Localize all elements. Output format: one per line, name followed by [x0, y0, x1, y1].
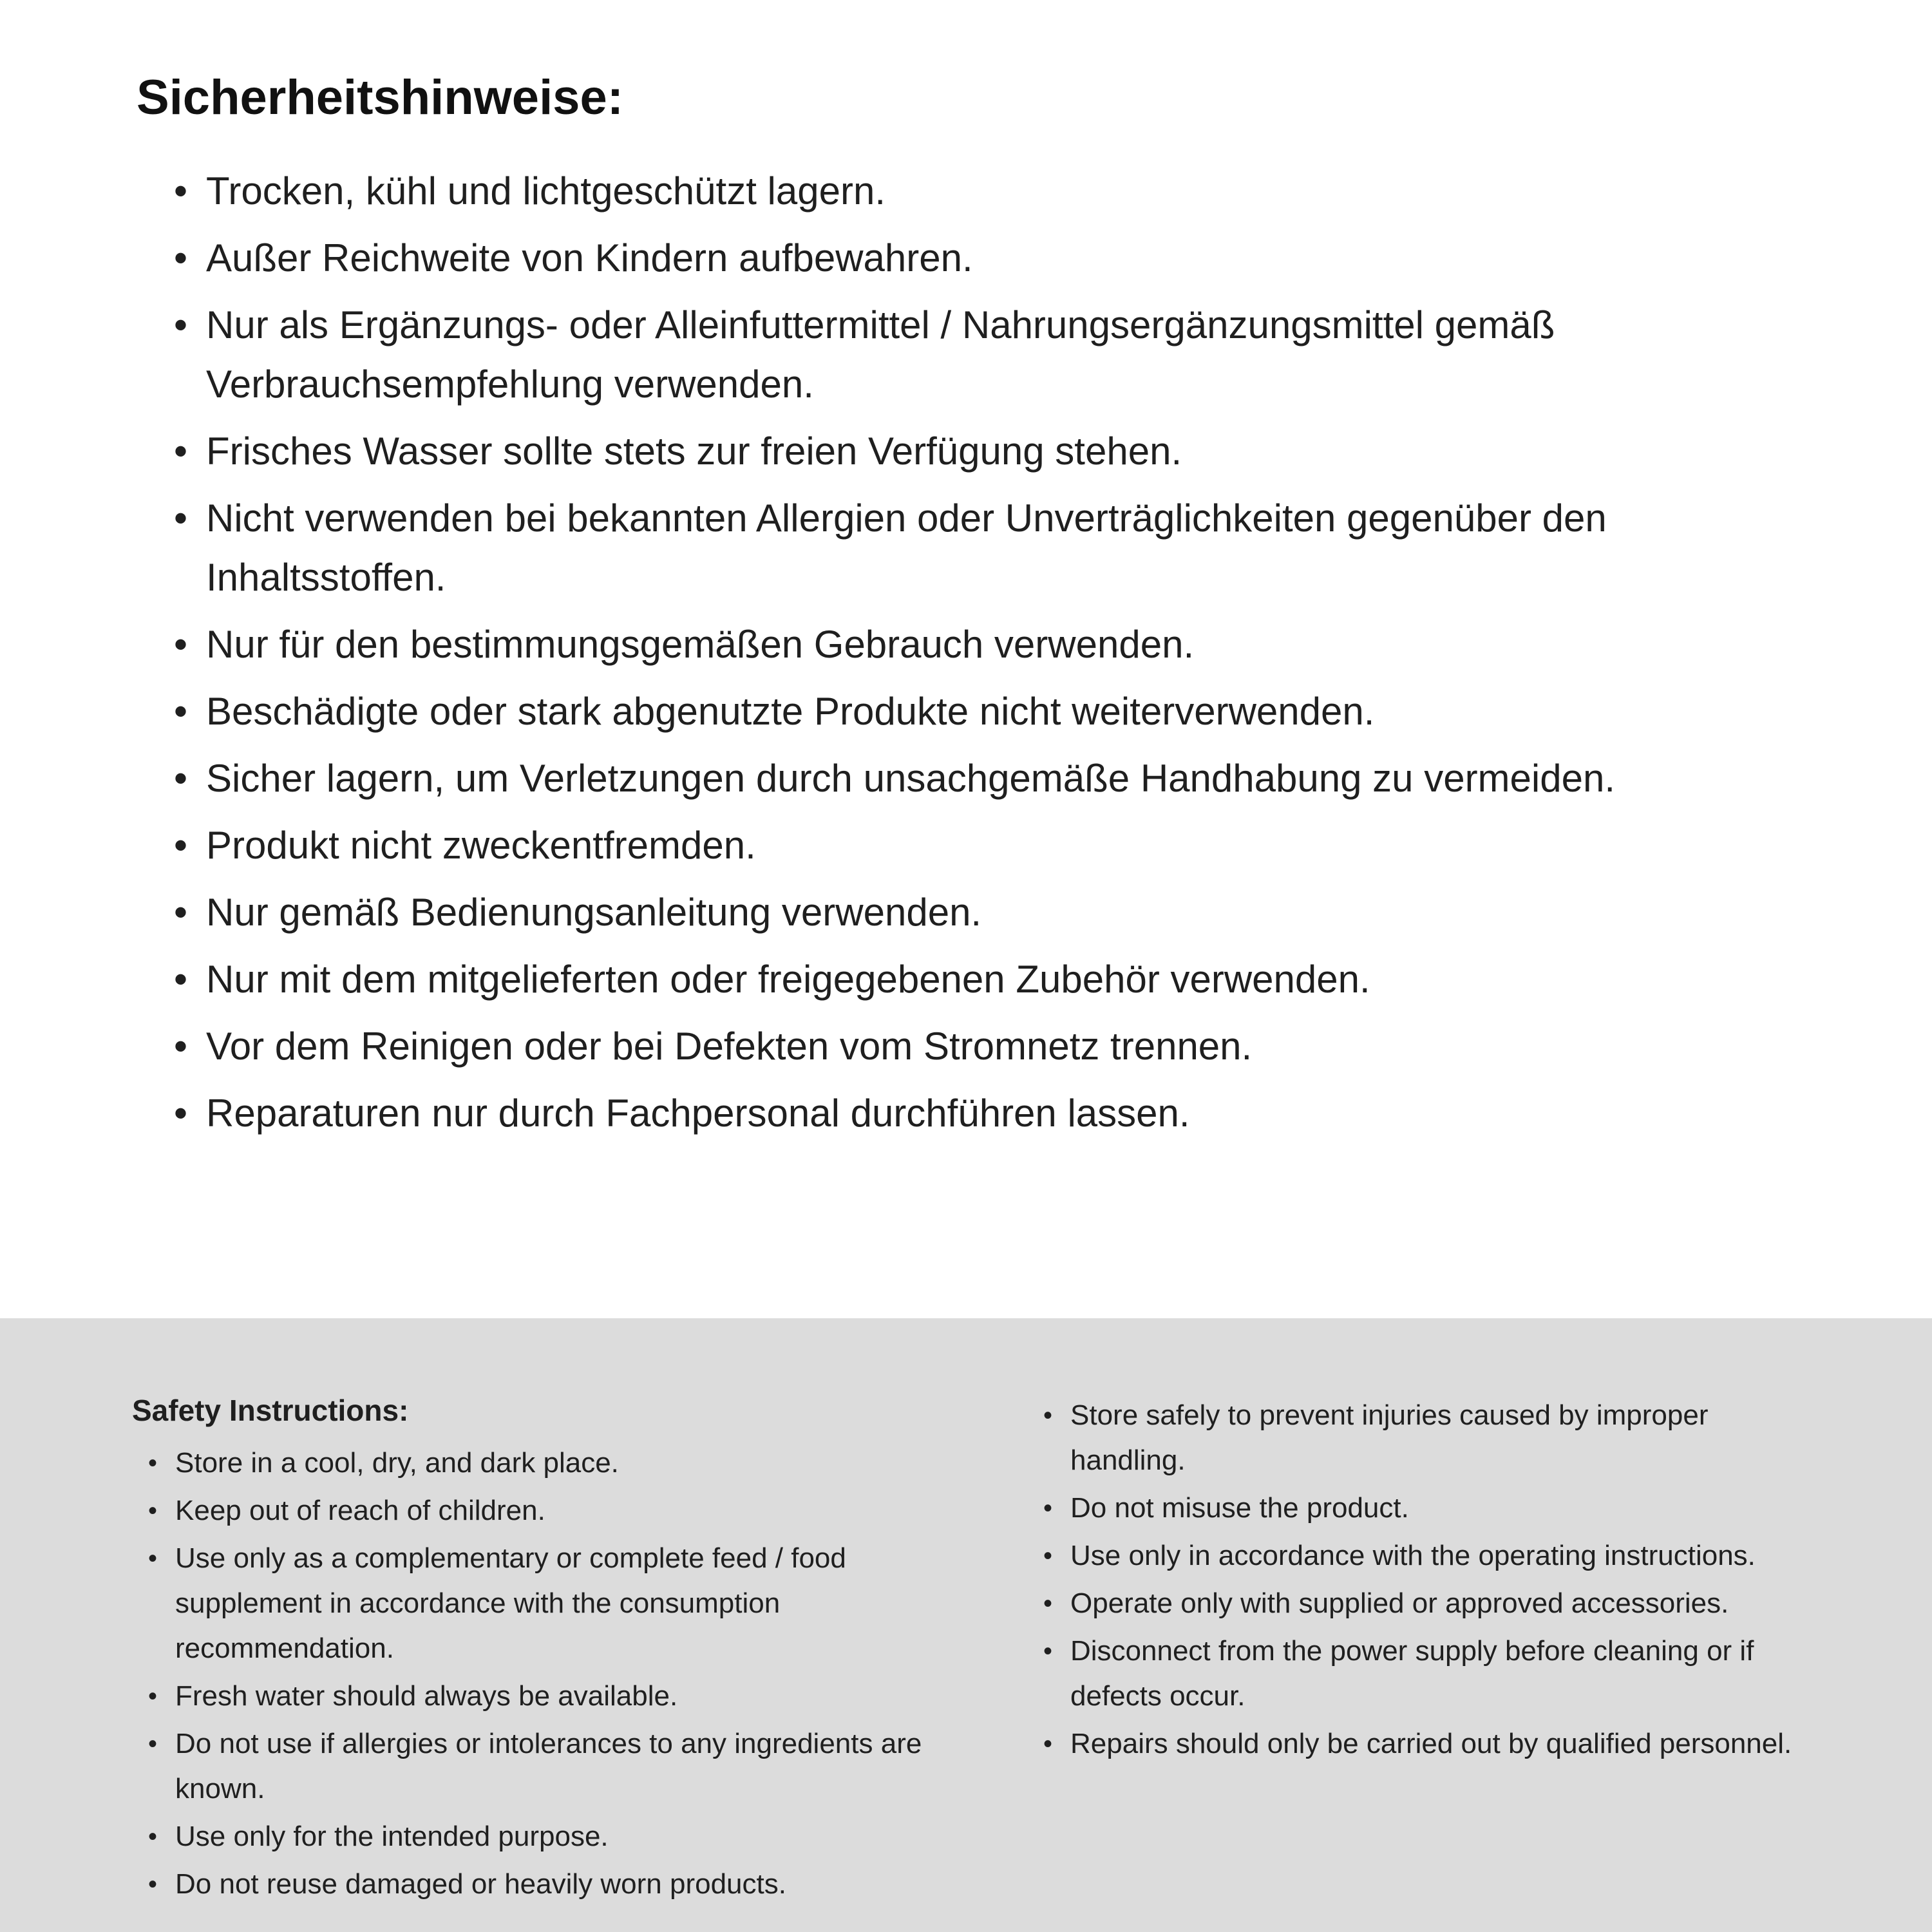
- item-text: Store in a cool, dry, and dark place.: [175, 1447, 619, 1479]
- list-item: [148, 1862, 989, 1907]
- list-item: [174, 883, 1829, 942]
- list-item: [174, 1017, 1829, 1076]
- english-right-column: [1043, 1393, 1868, 1769]
- german-list: [174, 162, 1829, 1143]
- item-text: Use only as a complementary or complete feed / food supplement in accordance with the consumption recommendation.: [175, 1542, 846, 1664]
- list-item: [1043, 1721, 1868, 1766]
- bullet-icon: •: [148, 1544, 158, 1573]
- item-text: Nur gemäß Bedienungsanleitung verwenden.: [206, 891, 982, 934]
- english-section: [0, 1318, 1932, 1932]
- bullet-icon: •: [174, 958, 188, 1001]
- list-item: [1043, 1393, 1868, 1483]
- item-text: Vor dem Reinigen oder bei Defekten vom Stromnetz trennen.: [206, 1025, 1253, 1068]
- bullet-icon: •: [174, 757, 188, 800]
- item-text: Keep out of reach of children.: [175, 1495, 545, 1526]
- german-title: Sicherheitshinweise:: [137, 70, 624, 125]
- item-text: Sicher lagern, um Verletzungen durch unsachgemäße Handhabung zu vermeiden.: [206, 757, 1616, 800]
- list-item: [174, 296, 1829, 414]
- bullet-icon: •: [174, 236, 188, 279]
- bullet-icon: •: [174, 623, 188, 666]
- item-text: Repairs should only be carried out by qualified personnel.: [1070, 1728, 1792, 1759]
- bullet-icon: •: [148, 1682, 158, 1710]
- bullet-icon: •: [1043, 1730, 1053, 1758]
- item-text: Reparaturen nur durch Fachpersonal durchführen lassen.: [206, 1092, 1190, 1135]
- list-item: [174, 816, 1829, 875]
- item-text: Nur mit dem mitgelieferten oder freigegebenen Zubehör verwenden.: [206, 958, 1370, 1001]
- bullet-icon: •: [148, 1730, 158, 1758]
- bullet-icon: •: [174, 824, 188, 867]
- english-title: Safety Instructions:: [132, 1394, 409, 1427]
- bullet-icon: •: [174, 430, 188, 473]
- list-item: [148, 1536, 989, 1671]
- bullet-icon: •: [1043, 1637, 1053, 1665]
- english-left-list: [148, 1441, 989, 1907]
- item-text: Produkt nicht zweckentfremden.: [206, 824, 756, 867]
- list-item: [174, 682, 1829, 741]
- item-text: Disconnect from the power supply before cleaning or if defects occur.: [1070, 1635, 1754, 1712]
- item-text: Nur als Ergänzungs- oder Alleinfuttermittel / Nahrungsergänzungsmittel gemäß Verbrauchsempfehlung verwenden.: [206, 303, 1555, 406]
- bullet-icon: •: [1043, 1401, 1053, 1430]
- bullet-icon: •: [174, 1025, 188, 1068]
- bullet-icon: •: [174, 303, 188, 346]
- list-item: [148, 1814, 989, 1859]
- english-right-list: [1043, 1393, 1868, 1766]
- list-item: [174, 422, 1829, 481]
- item-text: Trocken, kühl und lichtgeschützt lagern.: [206, 169, 886, 213]
- item-text: Use only in accordance with the operating instructions.: [1070, 1540, 1756, 1571]
- bullet-icon: •: [1043, 1494, 1053, 1522]
- list-item: [174, 489, 1829, 607]
- list-item: [174, 1084, 1829, 1143]
- item-text: Operate only with supplied or approved accessories.: [1070, 1587, 1729, 1619]
- bullet-icon: •: [174, 169, 188, 213]
- list-item: [148, 1721, 989, 1812]
- bullet-icon: •: [148, 1449, 158, 1477]
- item-text: Store safely to prevent injuries caused by improper handling.: [1070, 1399, 1709, 1476]
- item-text: Beschädigte oder stark abgenutzte Produkte nicht weiterverwenden.: [206, 690, 1375, 733]
- item-text: Nur für den bestimmungsgemäßen Gebrauch verwenden.: [206, 623, 1195, 666]
- list-item: [148, 1441, 989, 1486]
- list-item: [148, 1674, 989, 1719]
- bullet-icon: •: [1043, 1589, 1053, 1618]
- bullet-icon: •: [148, 1870, 158, 1899]
- bullet-icon: •: [174, 690, 188, 733]
- bullet-icon: •: [148, 1823, 158, 1851]
- bullet-icon: •: [148, 1497, 158, 1525]
- item-text: Frisches Wasser sollte stets zur freien Verfügung stehen.: [206, 430, 1182, 473]
- item-text: Do not misuse the product.: [1070, 1492, 1409, 1524]
- bullet-icon: •: [174, 1092, 188, 1135]
- list-item: [174, 229, 1829, 288]
- item-text: Fresh water should always be available.: [175, 1680, 678, 1712]
- item-text: Nicht verwenden bei bekannten Allergien oder Unverträglichkeiten gegenüber den Inhaltsstoffen.: [206, 497, 1607, 599]
- item-text: Außer Reichweite von Kindern aufbewahren.: [206, 236, 973, 279]
- item-text: Do not reuse damaged or heavily worn products.: [175, 1868, 786, 1900]
- list-item: [174, 749, 1829, 808]
- bullet-icon: •: [174, 891, 188, 934]
- list-item: [148, 1488, 989, 1533]
- list-item: [174, 615, 1829, 674]
- list-item: [1043, 1533, 1868, 1578]
- list-item: [174, 950, 1829, 1009]
- english-left-column: [132, 1393, 989, 1909]
- list-item: [1043, 1629, 1868, 1719]
- item-text: Use only for the intended purpose.: [175, 1821, 609, 1852]
- bullet-icon: •: [174, 497, 188, 540]
- bullet-icon: •: [1043, 1542, 1053, 1570]
- list-item: [1043, 1581, 1868, 1626]
- list-item: [1043, 1486, 1868, 1531]
- item-text: Do not use if allergies or intolerances to any ingredients are known.: [175, 1728, 922, 1804]
- list-item: [174, 162, 1829, 221]
